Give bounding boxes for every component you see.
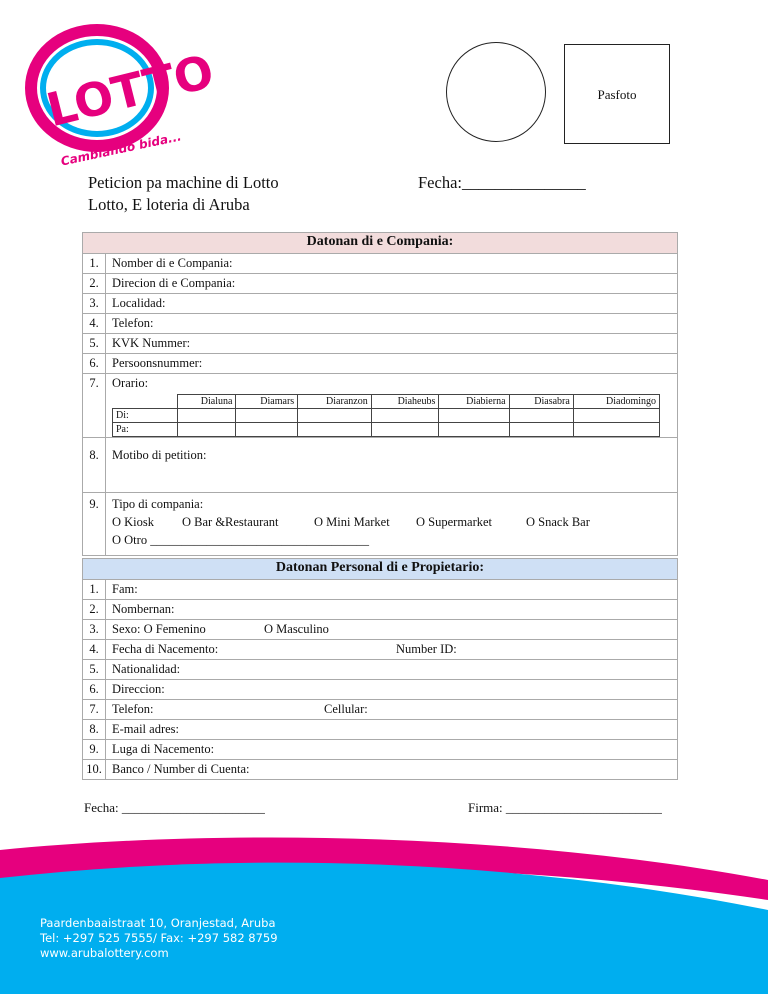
footer-contact xyxy=(40,916,278,961)
option-otro[interactable]: O Otro ___________________________________ xyxy=(112,533,369,547)
table-row xyxy=(83,680,678,700)
footer-web[interactable]: www.arubalottery.com xyxy=(40,946,169,960)
table-row xyxy=(83,374,678,438)
table-row xyxy=(83,620,678,640)
table-row xyxy=(83,700,678,720)
pa-cell[interactable] xyxy=(178,423,236,437)
company-table xyxy=(82,232,678,556)
email-field[interactable]: E-mail adres: xyxy=(106,720,678,740)
company-type-cell xyxy=(106,493,678,556)
photo-circle xyxy=(446,42,546,142)
day-2: Diamars xyxy=(236,395,298,409)
table-row xyxy=(83,438,678,493)
section2-title: Datonan Personal di e Propietario: xyxy=(83,559,678,580)
table-row xyxy=(83,760,678,780)
table-row xyxy=(83,580,678,600)
option-male[interactable]: O Masculino xyxy=(264,622,329,636)
company-address-field[interactable]: Direcion di e Compania: xyxy=(106,274,678,294)
birthdate-field[interactable] xyxy=(106,640,678,660)
owner-table xyxy=(82,558,678,780)
footer-wave xyxy=(0,830,768,994)
table-row xyxy=(83,660,678,680)
row-number: 7. xyxy=(83,700,106,720)
option-supermarket[interactable]: O Supermarket xyxy=(416,515,493,529)
day-3: Diaranzon xyxy=(298,395,372,409)
option-snack-bar[interactable]: O Snack Bar xyxy=(526,515,590,529)
company-name-field[interactable]: Nomber di e Compania: xyxy=(106,254,678,274)
row-number: 1. xyxy=(83,254,106,274)
table-row xyxy=(83,600,678,620)
surname-field[interactable]: Fam: xyxy=(106,580,678,600)
option-kiosk[interactable]: O Kiosk xyxy=(112,515,155,529)
option-mini-market[interactable]: O Mini Market xyxy=(314,515,390,529)
di-cell[interactable] xyxy=(178,409,236,423)
bank-field[interactable]: Banco / Number di Cuenta: xyxy=(106,760,678,780)
pa-cell[interactable] xyxy=(298,423,372,437)
day-1: Dialuna xyxy=(178,395,236,409)
address-field[interactable]: Direccion: xyxy=(106,680,678,700)
day-4: Diaheubs xyxy=(371,395,439,409)
section1-title: Datonan di e Compania: xyxy=(83,233,678,254)
id-number-label: Number ID: xyxy=(396,642,457,656)
table-row xyxy=(83,354,678,374)
option-bar-restaurant[interactable]: O Bar &Restaurant xyxy=(182,515,279,529)
row-number: 4. xyxy=(83,640,106,660)
photo-label: Pasfoto xyxy=(597,87,637,102)
row-number: 3. xyxy=(83,620,106,640)
sex-field xyxy=(106,620,678,640)
table-row xyxy=(83,493,678,556)
title-line1: Peticion pa machine di Lotto xyxy=(88,173,279,192)
locality-field[interactable]: Localidad: xyxy=(106,294,678,314)
svg-text:LOTTO: LOTTO xyxy=(41,43,220,138)
header-fecha: Fecha:_______________ xyxy=(418,173,586,192)
row-number: 5. xyxy=(83,660,106,680)
footer-phone: Tel: +297 525 7555/ Fax: +297 582 8759 xyxy=(40,931,278,945)
birthplace-field[interactable]: Luga di Nacemento: xyxy=(106,740,678,760)
row-number: 3. xyxy=(83,294,106,314)
di-cell[interactable] xyxy=(509,409,573,423)
day-6: Diasabra xyxy=(509,395,573,409)
row-number: 6. xyxy=(83,680,106,700)
table-row xyxy=(83,334,678,354)
schedule-label: Orario: xyxy=(112,376,149,390)
schedule-grid xyxy=(112,394,660,437)
birthdate-label: Fecha di Nacemento: xyxy=(112,642,219,656)
table-row xyxy=(83,740,678,760)
pa-label: Pa: xyxy=(113,423,178,437)
row-number: 8. xyxy=(83,438,106,493)
row-number: 5. xyxy=(83,334,106,354)
signature-date[interactable]: Fecha: ______________________ xyxy=(84,800,265,815)
di-cell[interactable] xyxy=(298,409,372,423)
company-type-label: Tipo di compania: xyxy=(112,497,204,511)
phone-label: Telefon: xyxy=(112,702,154,716)
table-row xyxy=(83,640,678,660)
company-phone-field[interactable]: Telefon: xyxy=(106,314,678,334)
nationality-field[interactable]: Nationalidad: xyxy=(106,660,678,680)
row-number: 9. xyxy=(83,740,106,760)
di-cell[interactable] xyxy=(439,409,509,423)
pa-cell[interactable] xyxy=(371,423,439,437)
svg-text:Cambiando bida...: Cambiando bida... xyxy=(59,129,183,169)
day-7: Diadomingo xyxy=(573,395,659,409)
names-field[interactable]: Nombernan: xyxy=(106,600,678,620)
row-number: 10. xyxy=(83,760,106,780)
row-number: 2. xyxy=(83,600,106,620)
row-number: 1. xyxy=(83,580,106,600)
schedule-cell xyxy=(106,374,678,438)
table-row xyxy=(83,314,678,334)
row-number: 9. xyxy=(83,493,106,556)
di-cell[interactable] xyxy=(573,409,659,423)
row-number: 4. xyxy=(83,314,106,334)
pa-cell[interactable] xyxy=(439,423,509,437)
di-cell[interactable] xyxy=(236,409,298,423)
row-number: 8. xyxy=(83,720,106,740)
di-cell[interactable] xyxy=(371,409,439,423)
lotto-logo xyxy=(22,18,220,169)
form-title xyxy=(88,172,279,216)
pa-cell[interactable] xyxy=(573,423,659,437)
option-female[interactable]: Sexo: O Femenino xyxy=(112,622,206,636)
footer-address: Paardenbaaistraat 10, Oranjestad, Aruba xyxy=(40,916,276,930)
signature-firma[interactable]: Firma: ________________________ xyxy=(468,800,662,815)
phone-field[interactable] xyxy=(106,700,678,720)
pa-cell[interactable] xyxy=(236,423,298,437)
day-5: Diabierna xyxy=(439,395,509,409)
cellular-label: Cellular: xyxy=(324,702,368,716)
kvk-field[interactable]: KVK Nummer: xyxy=(106,334,678,354)
di-label: Di: xyxy=(113,409,178,423)
table-row xyxy=(83,294,678,314)
row-number: 7. xyxy=(83,374,106,438)
row-number: 6. xyxy=(83,354,106,374)
pa-cell[interactable] xyxy=(509,423,573,437)
persoonsnummer-field[interactable]: Persoonsnummer: xyxy=(106,354,678,374)
table-row xyxy=(83,254,678,274)
table-row xyxy=(83,720,678,740)
title-line2: Lotto, E loteria di Aruba xyxy=(88,195,250,214)
row-number: 2. xyxy=(83,274,106,294)
table-row xyxy=(83,274,678,294)
photo-box xyxy=(564,44,670,144)
motive-field[interactable]: Motibo di petition: xyxy=(106,438,678,493)
